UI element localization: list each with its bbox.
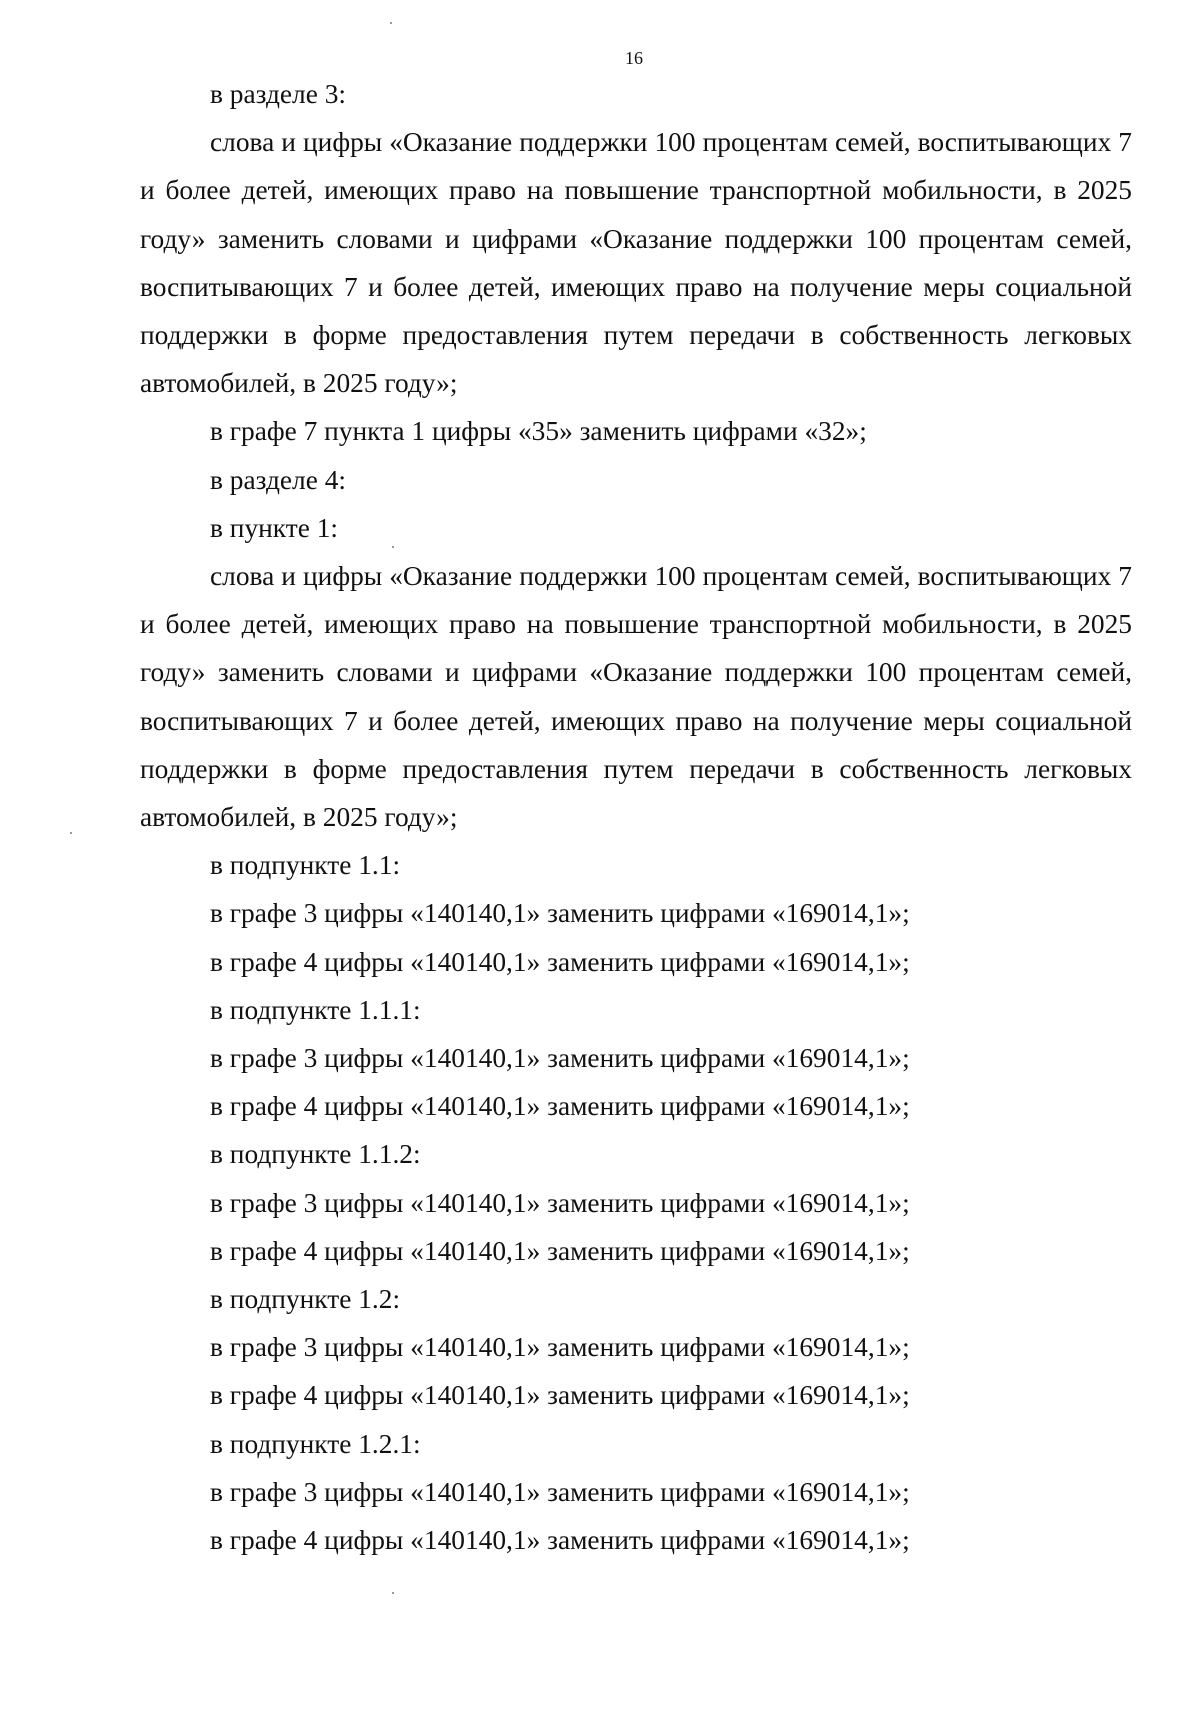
paragraph-column-4: в графе 4 цифры «140140,1» заменить цифрами «169014,1»; <box>210 1525 910 1556</box>
paragraph-column-3: в графе 3 цифры «140140,1» заменить цифрами «169014,1»; <box>210 1332 910 1363</box>
scan-speck <box>392 546 394 548</box>
scan-speck <box>392 1592 394 1594</box>
page-number: 16 <box>625 48 643 68</box>
paragraph-column-4: в графе 4 цифры «140140,1» заменить цифрами «169014,1»; <box>210 946 910 977</box>
paragraph-section-3: в разделе 3: <box>210 79 347 109</box>
paragraph-section-4: в разделе 4: <box>210 464 347 495</box>
paragraph-subpoint-1-1: в подпункте 1.1: <box>210 850 401 881</box>
paragraph-amendment-words-2: слова и цифры «Оказание поддержки 100 процентам семей, воспитывающих 7 и более детей, имеющих право на повышение транспортной мобильности, в 2025 году» заменить словами и цифрами «Оказание поддержки 100 процентам семей, воспитывающих 7 и более детей, имеющих право на получение меры социальной поддержки в форме предоставления путем передачи в собственность легковых автомобилей, в 2025 году»; <box>140 561 1132 833</box>
paragraph-column-3: в графе 3 цифры «140140,1» заменить цифрами «169014,1»; <box>210 1187 910 1218</box>
paragraph-column-4: в графе 4 цифры «140140,1» заменить цифрами «169014,1»; <box>210 1380 910 1411</box>
paragraph-subpoint-1-1-2: в подпункте 1.1.2: <box>210 1139 421 1170</box>
paragraph-column-3: в графе 3 цифры «140140,1» заменить цифрами «169014,1»; <box>210 1476 910 1507</box>
document-body <box>140 70 1132 1564</box>
paragraph-subpoint-1-1-1: в подпункте 1.1.1: <box>210 994 421 1025</box>
paragraph-column-7: в графе 7 пункта 1 цифры «35» заменить цифрами «32»; <box>210 416 867 447</box>
scan-speck <box>390 22 392 24</box>
paragraph-subpoint-1-2-1: в подпункте 1.2.1: <box>210 1428 421 1459</box>
paragraph-column-3: в графе 3 цифры «140140,1» заменить цифрами «169014,1»; <box>210 898 910 929</box>
scan-speck <box>70 832 72 834</box>
paragraph-subpoint-1-2: в подпункте 1.2: <box>210 1284 401 1315</box>
paragraph-column-4: в графе 4 цифры «140140,1» заменить цифрами «169014,1»; <box>210 1091 910 1122</box>
paragraph-point-1: в пункте 1: <box>210 512 339 543</box>
paragraph-column-4: в графе 4 цифры «140140,1» заменить цифрами «169014,1»; <box>210 1235 910 1266</box>
paragraph-column-3: в графе 3 цифры «140140,1» заменить цифрами «169014,1»; <box>210 1043 910 1074</box>
paragraph-amendment-words-1: слова и цифры «Оказание поддержки 100 процентам семей, воспитывающих 7 и более детей, имеющих право на повышение транспортной мобильности, в 2025 году» заменить словами и цифрами «Оказание поддержки 100 процентам семей, воспитывающих 7 и более детей, имеющих право на получение меры социальной поддержки в форме предоставления путем передачи в собственность легковых автомобилей, в 2025 году»; <box>140 127 1132 399</box>
